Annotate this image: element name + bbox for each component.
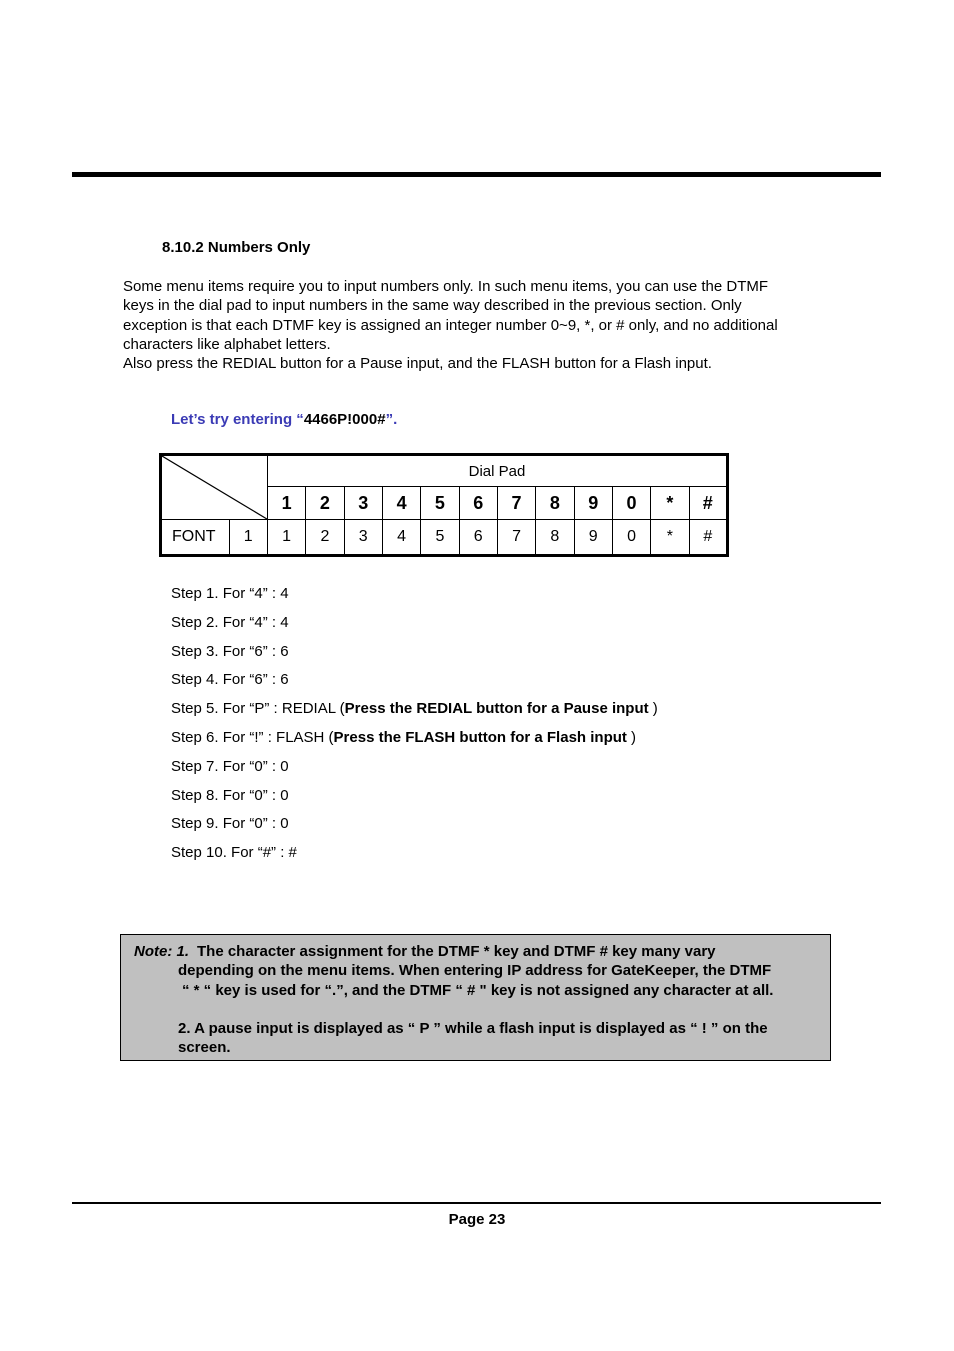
step-tail: ) (626, 728, 637, 746)
step-item (171, 814, 658, 843)
key-cell: 3 (344, 487, 382, 520)
step-text: Step 10. For “#” : # (171, 844, 297, 862)
key-cell: 1 (267, 487, 305, 520)
page-number: Page 23 (448, 1211, 506, 1228)
step-text: Step 6. For “!” : FLASH ( (171, 728, 334, 746)
example-code: 4466P!000# (303, 411, 386, 428)
footer-rule (72, 1202, 881, 1204)
step-text: Step 3. For “6” : 6 (171, 642, 289, 660)
step-text: Step 5. For “P” : REDIAL ( (171, 700, 345, 718)
note-label: Note: 1. (134, 943, 190, 960)
steps-list (171, 584, 658, 872)
value-cell: 4 (382, 520, 420, 556)
intro-line: Some menu items require you to input numbers only. In such menu items, you can use the DTMF (123, 278, 769, 295)
value-cell: 0 (612, 520, 650, 556)
value-cell: 2 (306, 520, 344, 556)
step-item (171, 613, 658, 642)
key-cell: 7 (497, 487, 535, 520)
step-text: Step 1. For “4” : 4 (171, 585, 289, 602)
key-cell: # (689, 487, 727, 520)
key-cell: 6 (459, 487, 497, 520)
example-prefix: Let’s try entering “ (171, 411, 304, 428)
step-text: Step 8. For “0” : 0 (171, 786, 289, 804)
example-suffix: ”. (385, 411, 398, 428)
dial-pad-table (159, 453, 729, 557)
note-line: depending on the menu items. When entering IP address for GateKeeper, the DTMF (178, 962, 772, 979)
note-line: The character assignment for the DTMF * key and DTMF # key many vary (197, 943, 716, 960)
note-line: screen. (178, 1039, 231, 1056)
intro-line: Also press the REDIAL button for a Pause input, and the FLASH button for a Flash input. (123, 355, 712, 373)
dial-pad-header: Dial Pad (267, 455, 727, 487)
value-cell: 5 (421, 520, 459, 556)
key-cell: 5 (421, 487, 459, 520)
font-label: FONT (161, 520, 230, 556)
value-cell: 8 (536, 520, 574, 556)
step-item (171, 699, 658, 728)
key-cell: 0 (612, 487, 650, 520)
value-cell: 6 (459, 520, 497, 556)
value-cell: * (651, 520, 689, 556)
example-heading (171, 411, 397, 428)
header-rule (72, 172, 881, 177)
step-emphasis: Press the REDIAL button for a Pause input (344, 700, 649, 718)
intro-line: keys in the dial pad to input numbers in the same way described in the previous section. Only (123, 297, 742, 315)
key-cell: 4 (382, 487, 420, 520)
value-cell: 9 (574, 520, 612, 556)
key-cell: 8 (536, 487, 574, 520)
font-number: 1 (229, 520, 267, 556)
step-item (171, 642, 658, 671)
value-cell: 1 (267, 520, 305, 556)
note-box (120, 934, 831, 1061)
step-item (171, 670, 658, 699)
note-line: “ * “ key is used for “.”, and the DTMF “ # " key is not assigned any character at all. (182, 982, 774, 999)
section-title: 8.10.2 Numbers Only (162, 239, 311, 256)
font-row (161, 520, 728, 556)
step-item (171, 786, 658, 815)
intro-line: characters like alphabet letters. (123, 335, 331, 353)
value-cell: 3 (344, 520, 382, 556)
diagonal-line (162, 456, 267, 519)
step-text: Step 2. For “4” : 4 (171, 613, 289, 631)
step-text: Step 4. For “6” : 6 (171, 671, 289, 689)
step-emphasis: Press the FLASH button for a Flash input (333, 728, 627, 746)
step-item (171, 728, 658, 757)
step-tail: ) (648, 700, 658, 718)
value-cell: 7 (497, 520, 535, 556)
step-item (171, 843, 658, 872)
note-line: 2. A pause input is displayed as “ P ” while a flash input is displayed as “ ! ” on the (178, 1020, 768, 1037)
diagonal-corner-cell (161, 455, 268, 520)
intro-text (123, 277, 843, 373)
step-item (171, 757, 658, 786)
value-cell: # (689, 520, 727, 556)
key-cell: 2 (306, 487, 344, 520)
step-text: Step 7. For “0” : 0 (171, 757, 289, 775)
key-cell: 9 (574, 487, 612, 520)
step-text: Step 9. For “0” : 0 (171, 815, 289, 833)
intro-line: exception is that each DTMF key is assigned an integer number 0~9, *, or # only, and no additional (123, 316, 778, 334)
key-cell: * (651, 487, 689, 520)
step-item (171, 584, 658, 613)
